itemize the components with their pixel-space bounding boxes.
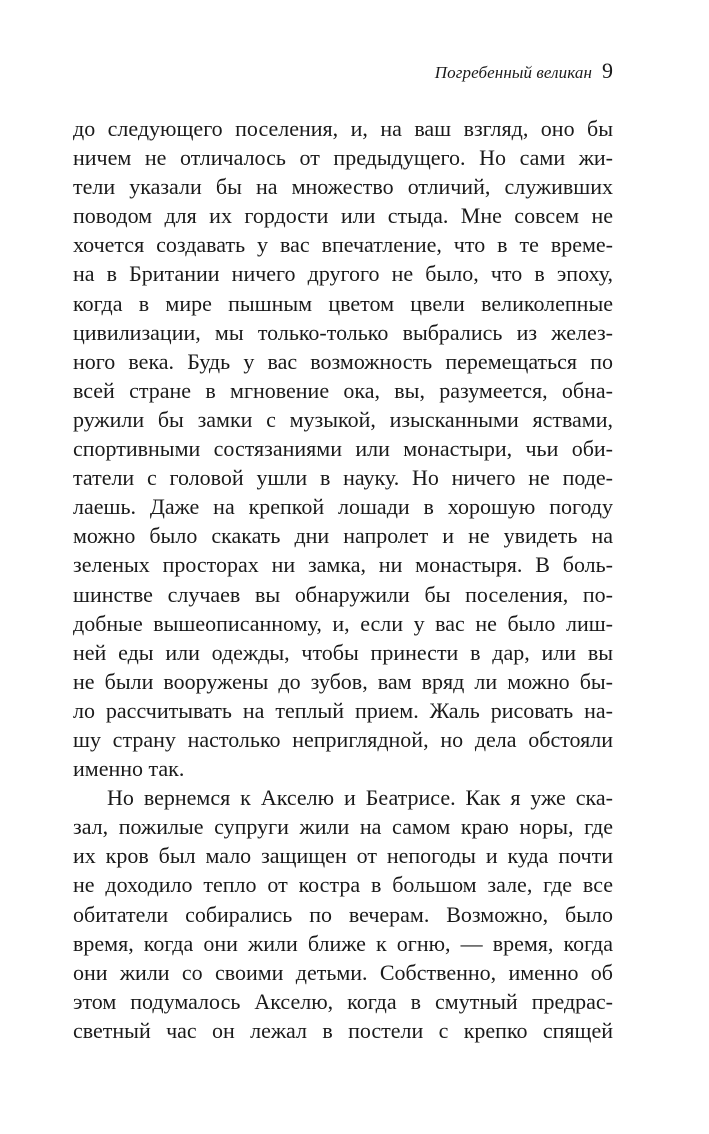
- text-line: ней еды или одежды, чтобы принести в дар, или вы: [73, 639, 613, 665]
- text-line: их кров был мало защищен от непогоды и куда почти: [73, 843, 613, 869]
- text-line: зеленых просторах ни замка, ни монастыря. В боль-: [73, 552, 613, 578]
- text-line: добные вышеописанному, и, если у вас не было лиш-: [73, 610, 613, 636]
- text-line: до следующего поселения, и, на ваш взгляд, оно бы: [73, 116, 613, 141]
- text-line: ного века. Будь у вас возможность перемещаться по: [73, 348, 613, 374]
- text-line: можно было скакать дни напролет и не увидеть на: [73, 523, 613, 549]
- text-line: не были вооружены до зубов, вам вряд ли можно бы-: [73, 668, 613, 694]
- text-line: ло рассчитывать на теплый прием. Жаль рисовать на-: [73, 697, 613, 723]
- text-line: хочется создавать у вас впечатление, что в те време-: [73, 232, 613, 258]
- text-line: Но вернемся к Акселю и Беатрисе. Как я уже ска-: [107, 785, 613, 811]
- text-line: на в Британии ничего другого не было, что в эпоху,: [73, 261, 613, 287]
- text-line: именно так.: [73, 756, 185, 782]
- text-line: светный час он лежал в постели с крепко спящей: [73, 1017, 613, 1043]
- text-line: этом подумалось Акселю, когда в смутный предрас-: [73, 988, 613, 1014]
- text-line: зал, пожилые супруги жили на самом краю норы, где: [73, 814, 613, 840]
- text-line: татели с головой ушли в науку. Но ничего не поде-: [73, 465, 613, 491]
- text-line: тели указали бы на множество отличий, служивших: [73, 174, 613, 200]
- text-line: поводом для их гордости или стыда. Мне совсем не: [73, 203, 613, 229]
- text-line: шу страну настолько неприглядной, но дела обстояли: [73, 726, 613, 752]
- running-header: [435, 58, 613, 84]
- text-line: ничем не отличалось от предыдущего. Но сами жи-: [73, 145, 613, 171]
- text-line: они жили со своими детьми. Собственно, именно об: [73, 959, 613, 985]
- text-line: цивилизации, мы только-только выбрались из желез-: [73, 319, 613, 345]
- text-line: обитатели собирались по вечерам. Возможно, было: [73, 901, 613, 927]
- text-line: время, когда они жили ближе к огню, — время, когда: [73, 930, 613, 956]
- text-line: спортивными состязаниями или монастыри, чьи оби-: [73, 436, 613, 462]
- text-line: когда в мире пышным цветом цвели великолепные: [73, 290, 613, 316]
- page-number: 9: [602, 58, 613, 83]
- text-line: лаешь. Даже на крепкой лошади в хорошую погоду: [73, 494, 613, 520]
- body-text: [73, 114, 613, 1045]
- text-line: шинстве случаев вы обнаружили бы поселения, по-: [73, 581, 613, 607]
- text-line: не доходило тепло от костра в большом зале, где все: [73, 872, 613, 898]
- running-title: Погребенный великан: [434, 63, 592, 82]
- text-line: всей стране в мгновение ока, вы, разумеется, обна-: [73, 377, 613, 403]
- text-line: ружили бы замки с музыкой, изысканными яствами,: [73, 406, 613, 432]
